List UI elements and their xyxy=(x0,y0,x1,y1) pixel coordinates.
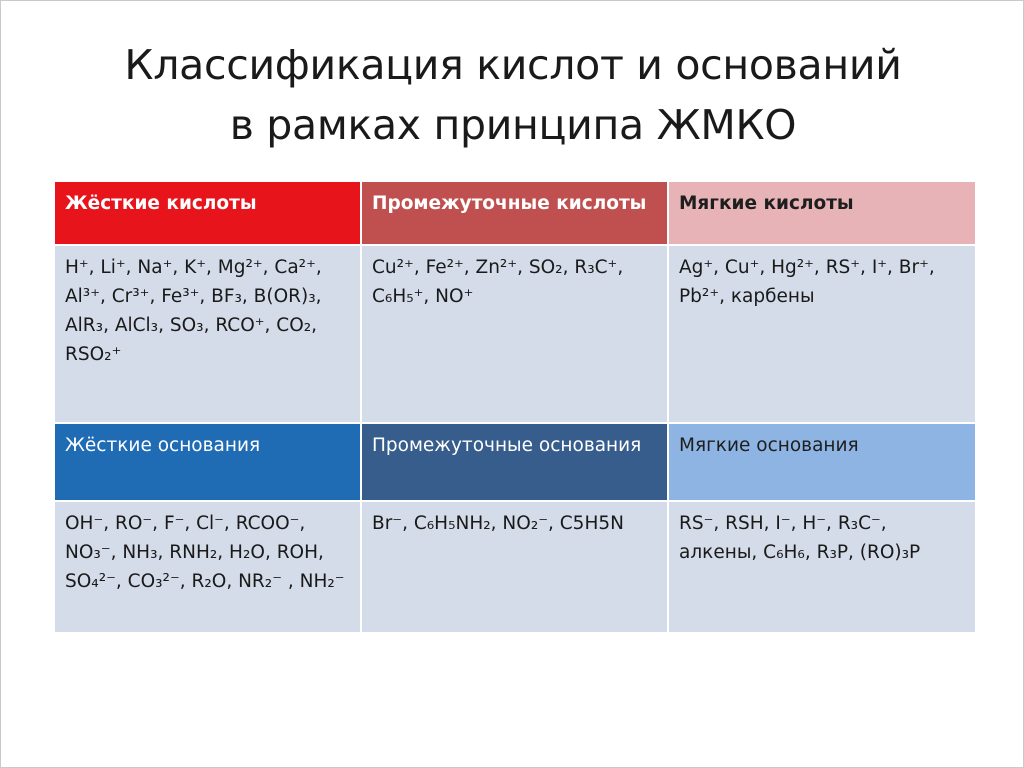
header-intermediate-acids: Промежуточные кислоты xyxy=(362,182,667,244)
hsab-classification-table xyxy=(53,180,977,634)
cell-hard-bases: OH⁻, RO⁻, F⁻, Cl⁻, RCOO⁻, NO₃⁻, NH₃, RNH₂, H₂O, ROH, SO₄²⁻, CO₃²⁻, R₂O, NR₂⁻ , NH₂⁻ xyxy=(55,502,360,632)
header-soft-bases: Мягкие основания xyxy=(669,424,975,500)
cell-soft-bases: RS⁻, RSH, I⁻, H⁻, R₃C⁻, алкены, C₆H₆, R₃P, (RO)₃P xyxy=(669,502,975,632)
cell-intermediate-bases: Br⁻, C₆H₅NH₂, NO₂⁻, C5H5N xyxy=(362,502,667,632)
cell-soft-acids: Ag⁺, Cu⁺, Hg²⁺, RS⁺, I⁺, Br⁺, Pb²⁺, карбены xyxy=(669,246,975,422)
acids-row xyxy=(55,246,975,422)
header-hard-acids: Жёсткие кислоты xyxy=(55,182,360,244)
title-line-1: Классификация кислот и оснований xyxy=(124,41,902,89)
header-intermediate-bases: Промежуточные основания xyxy=(362,424,667,500)
bases-header-row xyxy=(55,424,975,500)
bases-row xyxy=(55,502,975,632)
header-soft-acids: Мягкие кислоты xyxy=(669,182,975,244)
cell-hard-acids: H⁺, Li⁺, Na⁺, K⁺, Mg²⁺, Ca²⁺, Al³⁺, Cr³⁺, Fe³⁺, BF₃, B(OR)₃, AlR₃, AlCl₃, SO₃, RCO⁺, CO₂, RSO₂⁺ xyxy=(55,246,360,422)
header-hard-bases: Жёсткие основания xyxy=(55,424,360,500)
slide-title xyxy=(41,35,985,155)
title-line-2: в рамках принципа ЖМКО xyxy=(229,101,797,149)
cell-intermediate-acids: Cu²⁺, Fe²⁺, Zn²⁺, SO₂, R₃C⁺, C₆H₅⁺, NO⁺ xyxy=(362,246,667,422)
acids-header-row xyxy=(55,182,975,244)
